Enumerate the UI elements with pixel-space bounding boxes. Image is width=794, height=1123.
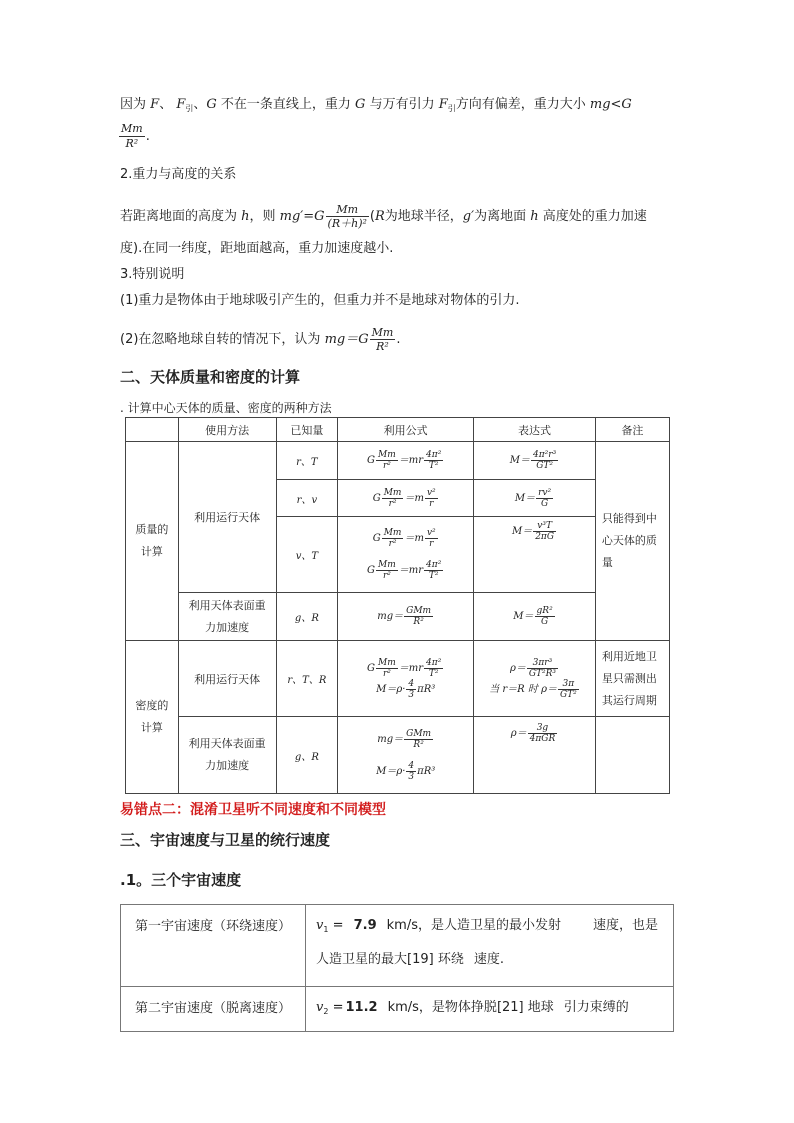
known-g-R: g、R	[276, 593, 338, 641]
formula-cell: G $\frac{Mm}{\text{r²}}$ ＝m $\frac{\text{v²}}{r}$	[338, 480, 474, 517]
formula-cell: mg＝ $\frac{\text{GMm}}{\text{R²}}$ M＝ρ· $\frac{4}{3}$ πR³	[338, 717, 474, 794]
text: .	[145, 129, 150, 144]
known-r-v: r、v	[276, 480, 338, 517]
text: 方向有偏差，重力大小	[455, 97, 590, 112]
first-cosmic-velocity-desc: $v_1 = 7.9$ km/s，是人造卫星的最小发射 速度，也是 人造卫星的最大[19] 环绕 速度.	[306, 905, 674, 987]
expression-cell: ρ＝ $\frac{3g}{\text{4πGR}}$	[474, 717, 596, 794]
mass-calc-label: 质量的 计算	[126, 442, 179, 641]
formula-cell: G $\frac{Mm}{\text{r²}}$ ＝m $\frac{\text{v²}}{r}$ G $\frac{Mm}{\text{r²}}$ ＝mr $\frac{\text{4π²}}{\text{T²}}$	[338, 517, 474, 593]
text: 因为	[120, 97, 147, 112]
method-surface-gravity: 利用天体表面重 力加速度	[178, 593, 276, 641]
expression-cell: M＝ $\frac{\text{4π²r³}}{\text{GT²}}$	[474, 442, 596, 480]
paragraph-continuation: 度).在同一纬度，距地面越高，重力加速度越小.	[120, 241, 394, 256]
method-orbiting-body: 利用运行天体	[178, 641, 276, 717]
first-cosmic-velocity-label: 第一宇宙速度（环绕速度）	[121, 905, 306, 987]
text: (	[369, 209, 375, 224]
second-cosmic-velocity-desc: $v_2 = 11.2$ km/s，是物体挣脱[21] 地球 引力束缚的	[306, 987, 674, 1032]
numerator: Mm	[121, 122, 143, 135]
method-surface-gravity: 利用天体表面重 力加速度	[178, 717, 276, 794]
text: ，则	[249, 209, 280, 224]
expression-cell: M＝ $\frac{\text{gR²}}{G}$	[474, 593, 596, 641]
method-orbiting-body: 利用运行天体	[178, 442, 276, 593]
note-density: 利用近地卫 星只需测出 其运行周期	[595, 641, 669, 717]
known-g-R: g、R	[276, 717, 338, 794]
text: 、	[193, 97, 207, 112]
empty-cell	[595, 717, 669, 794]
expression-cell: M＝ $\frac{\text{rv²}}{G}$	[474, 480, 596, 517]
text: (2)在忽略地球自转的情况下，认为	[120, 332, 325, 347]
symbol-G: G	[355, 97, 366, 112]
header-method: 使用方法	[178, 418, 276, 442]
expression-cell: ρ＝ $\frac{\text{3πr³}}{\text{GT²R³}}$ 当 r＝R 时 ρ＝ $\frac{3\pi}{\text{GT²}}$	[474, 641, 596, 717]
denominator: (R＋h)²	[327, 217, 367, 230]
expression-cell: M＝ $\frac{\text{v³T}}{2\pi G}$	[474, 517, 596, 593]
text: 与万有引力	[365, 97, 439, 112]
numerator: Mm	[326, 203, 369, 217]
symbol-h: h	[241, 209, 250, 224]
header-formula: 利用公式	[338, 418, 474, 442]
text: 为离地面	[474, 209, 531, 224]
note-1: (1)重力是物体由于地球吸引产生的，但重力并不是地球对物体的引力.	[120, 293, 520, 308]
text: 高度处的重力加速	[538, 209, 647, 224]
text: .	[396, 332, 401, 347]
subheading-gravity-height: 2.重力与高度的关系	[120, 167, 237, 182]
known-r-T: r、T	[276, 442, 338, 480]
table-caption: . 计算中心天体的质量、密度的两种方法	[120, 401, 332, 415]
symbol-g: g′	[462, 209, 475, 224]
mass-density-table	[125, 417, 670, 794]
known-r-T-R: r、T、R	[276, 641, 338, 717]
text: 当 r＝R 时 ρ＝	[489, 683, 557, 695]
section-heading-3: 三、宇宙速度与卫星的统行速度	[120, 831, 331, 849]
formula: mg＝G	[324, 332, 369, 347]
formula: mg′=G	[279, 209, 325, 224]
header-known: 已知量	[276, 418, 338, 442]
formula-cell: G $\frac{Mm}{\text{r²}}$ ＝mr $\frac{\text{4π²}}{\text{T²}}$	[338, 442, 474, 480]
symbol-F: F	[438, 97, 448, 112]
error-point-title: 易错点二：混淆卫星听不同速度和不同模型	[120, 802, 386, 818]
cosmic-velocity-table	[120, 904, 674, 1032]
formula-cell: mg＝ $\frac{\text{GMm}}{\text{R²}}$	[338, 593, 474, 641]
density-calc-label: 密度的 计算	[126, 641, 179, 794]
symbol-R: R	[374, 209, 385, 224]
subscript: 引	[185, 104, 194, 113]
subheading-special-notes: 3.特别说明	[120, 267, 185, 282]
symbol-G: G	[206, 97, 217, 112]
header-note: 备注	[595, 418, 669, 442]
denominator: R²	[376, 340, 389, 353]
header-expression: 表达式	[474, 418, 596, 442]
subscript: 引	[447, 104, 456, 113]
text: 为地球半径，	[384, 209, 463, 224]
section-heading-2: 二、天体质量和密度的计算	[120, 368, 301, 386]
note-2	[120, 326, 400, 353]
text: 若距离地面的高度为	[120, 209, 242, 224]
symbol-h: h	[530, 209, 539, 224]
text: 、	[159, 97, 173, 112]
header-empty	[126, 418, 179, 442]
denominator: R²	[125, 137, 139, 150]
text: 不在一条直线上，重力	[216, 97, 356, 112]
symbol-F: F	[150, 97, 160, 112]
subsection-heading: .1。三个宇宙速度	[120, 871, 242, 889]
note-mass: 只能得到中 心天体的质 量	[595, 442, 669, 641]
numerator: Mm	[371, 326, 394, 339]
gravity-direction-paragraph	[120, 96, 632, 118]
symbol-F: F	[176, 97, 186, 112]
known-v-T: v、T	[276, 517, 338, 593]
fraction-Mm-over-R2	[118, 122, 150, 151]
formula-cell: G $\frac{Mm}{\text{r²}}$ ＝mr $\frac{\text{4π²}}{\text{T²}}$ M＝ρ· $\frac{4}{3}$ πR³	[338, 641, 474, 717]
height-formula-paragraph	[120, 203, 647, 230]
formula: mg<G	[589, 97, 632, 112]
second-cosmic-velocity-label: 第二宇宙速度（脱离速度）	[121, 987, 306, 1032]
